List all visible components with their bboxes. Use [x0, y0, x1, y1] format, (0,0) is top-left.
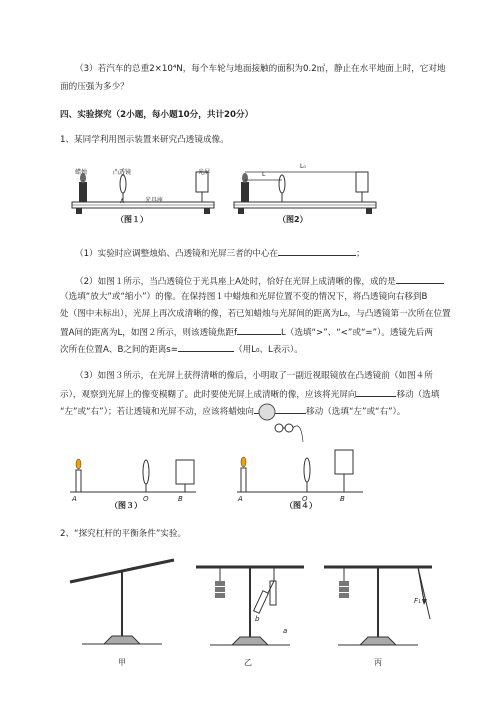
lever-label-b: b — [255, 615, 260, 623]
lever-label-f1: F₁ — [414, 597, 421, 605]
lever-figure-yi — [190, 555, 310, 655]
fig4-label-o: O — [302, 495, 308, 503]
q1-part2-line3: 处（图中未标出），光屏上再次成清晰的像，若已知蜡烛与光屏间的距离为L₀，与凸透镜第一次所在位置 — [60, 309, 451, 319]
figure-4-lens-with-glasses — [235, 398, 365, 510]
fig2-label-l0: L₀ — [300, 163, 306, 170]
q1-part2-blank3[interactable] — [178, 341, 234, 352]
fig1-label-lens: 凸透镜 — [113, 169, 132, 176]
q1-part3-blank1[interactable] — [356, 386, 396, 397]
q2-stem: 2、“探究杠杆的平衡条件”实验。 — [60, 529, 187, 539]
q1-part1-blank[interactable] — [278, 245, 356, 256]
q1-part2-line4: 置A间的距离为L，如图２所示，则该透镜焦距f L（选填“>”、“<”或“=”）。透镜先后两 — [60, 324, 433, 340]
q1-part3-line3: “左”或“右”）；若让透镜和光屏不动，应该将蜡烛向 移动（选填“左”或“右”）。 — [60, 403, 405, 419]
lever-label-yi: 乙 — [244, 658, 252, 667]
fig4-label-b: B — [340, 495, 345, 503]
q1-part3-line2: 示），观察到光屏上的像变模糊了。此时要使光屏上成清晰的像，应该将光屏向 移动（选填 — [60, 386, 439, 402]
q1-part2-blank1[interactable] — [396, 273, 444, 284]
q1-part1: （1）实验时应调整烛焰、凸透镜和光屏三者的中心在 ； — [75, 245, 365, 261]
fig1-label-a: A — [120, 198, 125, 205]
q1-part2-blank2[interactable] — [237, 324, 281, 335]
fig1-label-screen: 光屏 — [198, 169, 211, 176]
q3-part3-line1: （3）若汽车的总重2×10⁴N，每个车轮与地面接触的面积为0.2㎡，静止在水平地面上时，它对地 — [75, 64, 446, 74]
lever-label-bing: 丙 — [374, 658, 382, 667]
fig3-label-b: B — [178, 495, 183, 503]
q1-part2-line1: （2）如图１所示，当凸透镜位于光具座上A处时，恰好在光屏上成清晰的像，成的是 — [75, 273, 444, 289]
q1-part2-line5: 次所在位置A、B之间的距离s= （用L₀、L表示）。 — [60, 341, 303, 357]
fig4-caption: （图４） — [285, 501, 317, 510]
fig3-label-a: A — [72, 495, 77, 503]
fig3-caption: （图３） — [110, 501, 142, 510]
lever-figure-jia — [62, 556, 182, 654]
q1-part3-line1: （3）如图３所示，在光屏上获得清晰的像后，小明取了一副近视眼镜放在凸透镜前（如图４所 — [75, 371, 433, 381]
q1-stem: 1、某同学利用图示装置来研究凸透镜成像。 — [60, 135, 229, 145]
section-title: 四、实验探究（2小题，每小题10分，共计20分） — [60, 110, 254, 120]
fig1-label-bench: 光具座 — [145, 197, 164, 204]
fig4-label-a: A — [238, 495, 243, 503]
fig1-caption: （图１） — [116, 215, 148, 224]
fig2-caption: （图2） — [278, 215, 308, 224]
q1-part2-line2: （选填“放大”或“缩小”）的像。在保持图１中蜡烛和光屏位置不变的情况下，将凸透镜向右移到B — [60, 292, 428, 302]
fig3-label-o: O — [143, 495, 149, 503]
lever-label-jia: 甲 — [118, 658, 126, 667]
fig1-label-candle: 蜡烛 — [75, 169, 88, 176]
fig2-label-l: L — [262, 171, 266, 178]
figure-1-optical-bench — [68, 158, 218, 218]
q3-part3-line2: 面的压强为多少？ — [60, 82, 129, 92]
lever-label-a: a — [283, 627, 288, 635]
